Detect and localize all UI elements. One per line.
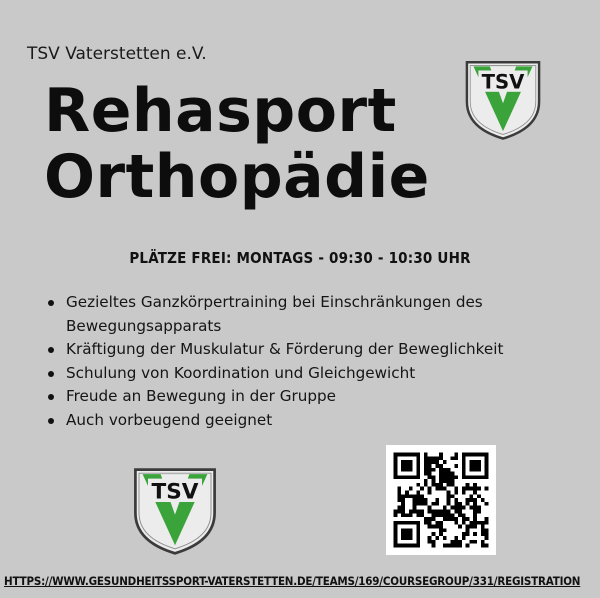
qr-module <box>397 498 401 502</box>
qr-module <box>397 494 401 498</box>
qr-module <box>401 506 405 510</box>
qr-module <box>466 544 470 548</box>
qr-module <box>447 513 451 517</box>
qr-module <box>439 521 443 525</box>
qr-module <box>447 468 451 472</box>
qr-module <box>450 513 454 517</box>
qr-module <box>439 483 443 487</box>
list-item: Gezieltes Ganzkörpertraining bei Einschränkungen des Bewegungsapparats <box>44 291 574 338</box>
qr-module <box>450 544 454 548</box>
qr-module <box>473 487 477 491</box>
qr-module <box>450 475 454 479</box>
qr-module <box>428 509 432 513</box>
qr-module <box>435 521 439 525</box>
qr-module <box>439 528 443 532</box>
qr-module <box>435 536 439 540</box>
qr-module <box>473 540 477 544</box>
qr-module <box>473 521 477 525</box>
qr-module <box>401 494 405 498</box>
qr-module <box>435 502 439 506</box>
qr-module <box>447 491 451 495</box>
qr-module <box>447 517 451 521</box>
qr-module <box>432 479 436 483</box>
qr-module <box>469 525 473 529</box>
qr-module <box>443 460 447 464</box>
qr-module <box>428 487 432 491</box>
qr-module <box>443 479 447 483</box>
qr-module <box>481 521 485 525</box>
qr-module <box>401 498 405 502</box>
qr-module <box>454 456 458 460</box>
qr-module <box>485 502 489 506</box>
qr-module <box>424 502 428 506</box>
qr-module <box>428 460 432 464</box>
qr-module <box>443 506 447 510</box>
title-line-2: Orthopädie <box>44 142 430 212</box>
logo-text: TSV <box>151 479 199 505</box>
qr-module <box>454 536 458 540</box>
qr-module <box>454 540 458 544</box>
qr-module <box>462 521 466 525</box>
qr-module <box>435 456 439 460</box>
qr-module <box>432 517 436 521</box>
qr-module <box>439 532 443 536</box>
qr-module <box>485 536 489 540</box>
qr-module <box>428 475 432 479</box>
qr-module <box>477 506 481 510</box>
qr-module <box>432 475 436 479</box>
qr-module <box>424 483 428 487</box>
qr-module <box>424 464 428 468</box>
qr-module <box>416 509 420 513</box>
qr-module <box>469 540 473 544</box>
qr-module <box>462 513 466 517</box>
qr-module <box>454 464 458 468</box>
qr-module <box>447 479 451 483</box>
qr-module <box>473 513 477 517</box>
qr-module <box>416 491 420 495</box>
qr-module <box>435 525 439 529</box>
qr-module <box>413 494 417 498</box>
qr-module <box>450 483 454 487</box>
qr-module <box>473 532 477 536</box>
qr-module <box>454 544 458 548</box>
qr-module <box>439 525 443 529</box>
qr-module <box>485 517 489 521</box>
qr-module <box>432 509 436 513</box>
qr-module <box>397 491 401 495</box>
qr-module <box>424 456 428 460</box>
qr-module <box>420 494 424 498</box>
qr-module <box>481 528 485 532</box>
qr-module <box>462 506 466 510</box>
qr-module <box>432 502 436 506</box>
qr-module <box>462 491 466 495</box>
qr-module <box>420 498 424 502</box>
qr-module <box>424 498 428 502</box>
qr-module <box>454 498 458 502</box>
qr-module <box>466 528 470 532</box>
qr-module <box>485 521 489 525</box>
qr-module <box>447 502 451 506</box>
qr-module <box>409 513 413 517</box>
qr-module <box>443 536 447 540</box>
qr-module <box>432 460 436 464</box>
qr-module <box>428 456 432 460</box>
qr-module <box>439 479 443 483</box>
qr-module <box>454 475 458 479</box>
benefits-list <box>44 291 574 433</box>
qr-module <box>428 540 432 544</box>
qr-module <box>416 513 420 517</box>
qr-module <box>473 491 477 495</box>
qr-module <box>466 487 470 491</box>
qr-module <box>394 509 398 513</box>
qr-module <box>466 532 470 536</box>
qr-module <box>473 525 477 529</box>
qr-module <box>420 502 424 506</box>
qr-module <box>473 509 477 513</box>
qr-module <box>473 483 477 487</box>
qr-module <box>439 475 443 479</box>
qr-module <box>432 544 436 548</box>
qr-module <box>401 509 405 513</box>
qr-module <box>462 536 466 540</box>
list-item: Kräftigung der Muskulatur & Förderung der Beweglichkeit <box>44 338 574 362</box>
qr-module <box>454 453 458 457</box>
qr-module <box>432 532 436 536</box>
qr-module <box>397 509 401 513</box>
qr-module <box>473 502 477 506</box>
registration-link[interactable]: HTTPS://WWW.GESUNDHEITSSPORT-VATERSTETTEN.DE/TEAMS/169/COURSEGROUP/331/REGISTRATION <box>4 574 581 588</box>
qr-module <box>477 494 481 498</box>
qr-module <box>469 494 473 498</box>
qr-module <box>485 487 489 491</box>
qr-module <box>481 540 485 544</box>
qr-module <box>432 483 436 487</box>
qr-module <box>428 536 432 540</box>
qr-module <box>435 460 439 464</box>
qr-module <box>439 487 443 491</box>
qr-module <box>477 521 481 525</box>
qr-module <box>397 506 401 510</box>
qr-module <box>447 475 451 479</box>
qr-module <box>405 491 409 495</box>
qr-module <box>439 468 443 472</box>
qr-module <box>481 498 485 502</box>
qr-module <box>439 456 443 460</box>
qr-module <box>439 453 443 457</box>
qr-module <box>466 498 470 502</box>
qr-module <box>424 521 428 525</box>
qr-module <box>447 494 451 498</box>
qr-module <box>416 494 420 498</box>
qr-module <box>443 487 447 491</box>
qr-module <box>454 509 458 513</box>
qr-module <box>466 502 470 506</box>
qr-module <box>420 509 424 513</box>
tsv-logo-bottom <box>130 464 220 558</box>
qr-module <box>462 487 466 491</box>
qr-module <box>413 502 417 506</box>
qr-module <box>443 475 447 479</box>
qr-module <box>473 517 477 521</box>
list-item: Freude an Bewegung in der Gruppe <box>44 385 574 409</box>
qr-module <box>466 517 470 521</box>
qr-module <box>454 517 458 521</box>
qr-module <box>432 525 436 529</box>
qr-module <box>450 540 454 544</box>
qr-module <box>469 498 473 502</box>
qr-module <box>450 494 454 498</box>
qr-module <box>481 532 485 536</box>
qr-module <box>432 456 436 460</box>
qr-module <box>424 460 428 464</box>
qr-module <box>428 521 432 525</box>
qr-module <box>428 472 432 476</box>
qr-module <box>416 502 420 506</box>
qr-module <box>469 506 473 510</box>
page-title <box>44 78 430 210</box>
qr-module <box>432 513 436 517</box>
qr-module <box>454 506 458 510</box>
qr-module <box>405 494 409 498</box>
qr-module <box>477 509 481 513</box>
qr-module <box>439 509 443 513</box>
qr-module <box>435 487 439 491</box>
qr-module <box>458 525 462 529</box>
qr-module <box>413 506 417 510</box>
qr-module <box>469 487 473 491</box>
logo-text: TSV <box>481 70 525 94</box>
qr-module <box>466 483 470 487</box>
qr-module <box>454 502 458 506</box>
qr-module <box>458 513 462 517</box>
qr-module <box>424 517 428 521</box>
qr-module <box>485 544 489 548</box>
qr-module <box>424 479 428 483</box>
qr-module <box>454 487 458 491</box>
qr-module <box>428 464 432 468</box>
qr-module <box>473 506 477 510</box>
qr-module <box>443 509 447 513</box>
qr-module <box>458 540 462 544</box>
qr-module <box>450 517 454 521</box>
qr-module <box>454 491 458 495</box>
qr-module <box>466 525 470 529</box>
qr-module <box>439 472 443 476</box>
qr-module <box>405 513 409 517</box>
qr-module <box>428 517 432 521</box>
qr-module <box>443 472 447 476</box>
qr-module <box>424 468 428 472</box>
qr-module <box>447 509 451 513</box>
title-line-1: Rehasport <box>44 76 397 146</box>
qr-module <box>413 509 417 513</box>
schedule-text: PLÄTZE FREI: MONTAGS - 09:30 - 10:30 UHR <box>129 249 471 267</box>
qr-module <box>409 509 413 513</box>
qr-module <box>424 453 428 457</box>
qr-module <box>450 479 454 483</box>
qr-module <box>473 498 477 502</box>
qr-module <box>447 472 451 476</box>
qr-module <box>439 464 443 468</box>
qr-module <box>454 521 458 525</box>
qr-code[interactable] <box>386 445 496 555</box>
qr-module <box>443 544 447 548</box>
qr-module <box>428 491 432 495</box>
qr-module <box>458 506 462 510</box>
qr-module <box>435 498 439 502</box>
tsv-logo-top <box>462 58 544 142</box>
qr-module <box>409 487 413 491</box>
qr-module <box>428 525 432 529</box>
qr-module <box>432 468 436 472</box>
qr-module <box>424 472 428 476</box>
qr-module <box>447 544 451 548</box>
qr-module <box>443 468 447 472</box>
qr-module <box>420 513 424 517</box>
club-name: TSV Vaterstetten e.V. <box>27 44 207 64</box>
qr-module <box>435 483 439 487</box>
list-item: Auch vorbeugend geeignet <box>44 409 574 433</box>
qr-module <box>450 456 454 460</box>
qr-module <box>401 513 405 517</box>
qr-module <box>416 498 420 502</box>
qr-module <box>435 509 439 513</box>
qr-module <box>397 487 401 491</box>
qr-module <box>481 525 485 529</box>
qr-module <box>409 494 413 498</box>
qr-module <box>477 487 481 491</box>
qr-module <box>435 464 439 468</box>
qr-module <box>485 532 489 536</box>
qr-module <box>432 540 436 544</box>
qr-module <box>458 544 462 548</box>
qr-module <box>420 487 424 491</box>
qr-module <box>413 498 417 502</box>
qr-module <box>469 521 473 525</box>
qr-module <box>394 513 398 517</box>
qr-module <box>462 517 466 521</box>
qr-module <box>428 506 432 510</box>
qr-module <box>439 513 443 517</box>
qr-module <box>450 472 454 476</box>
qr-module <box>450 506 454 510</box>
list-item: Schulung von Koordination und Gleichgewicht <box>44 362 574 386</box>
qr-module <box>462 532 466 536</box>
qr-module <box>447 483 451 487</box>
qr-module <box>428 468 432 472</box>
qr-module <box>485 528 489 532</box>
qr-module <box>443 528 447 532</box>
qr-module <box>447 498 451 502</box>
qr-module <box>416 483 420 487</box>
qr-module <box>401 502 405 506</box>
qr-module <box>443 513 447 517</box>
qr-module <box>458 509 462 513</box>
qr-module <box>481 544 485 548</box>
qr-module <box>458 502 462 506</box>
qr-module <box>435 513 439 517</box>
qr-module <box>443 517 447 521</box>
